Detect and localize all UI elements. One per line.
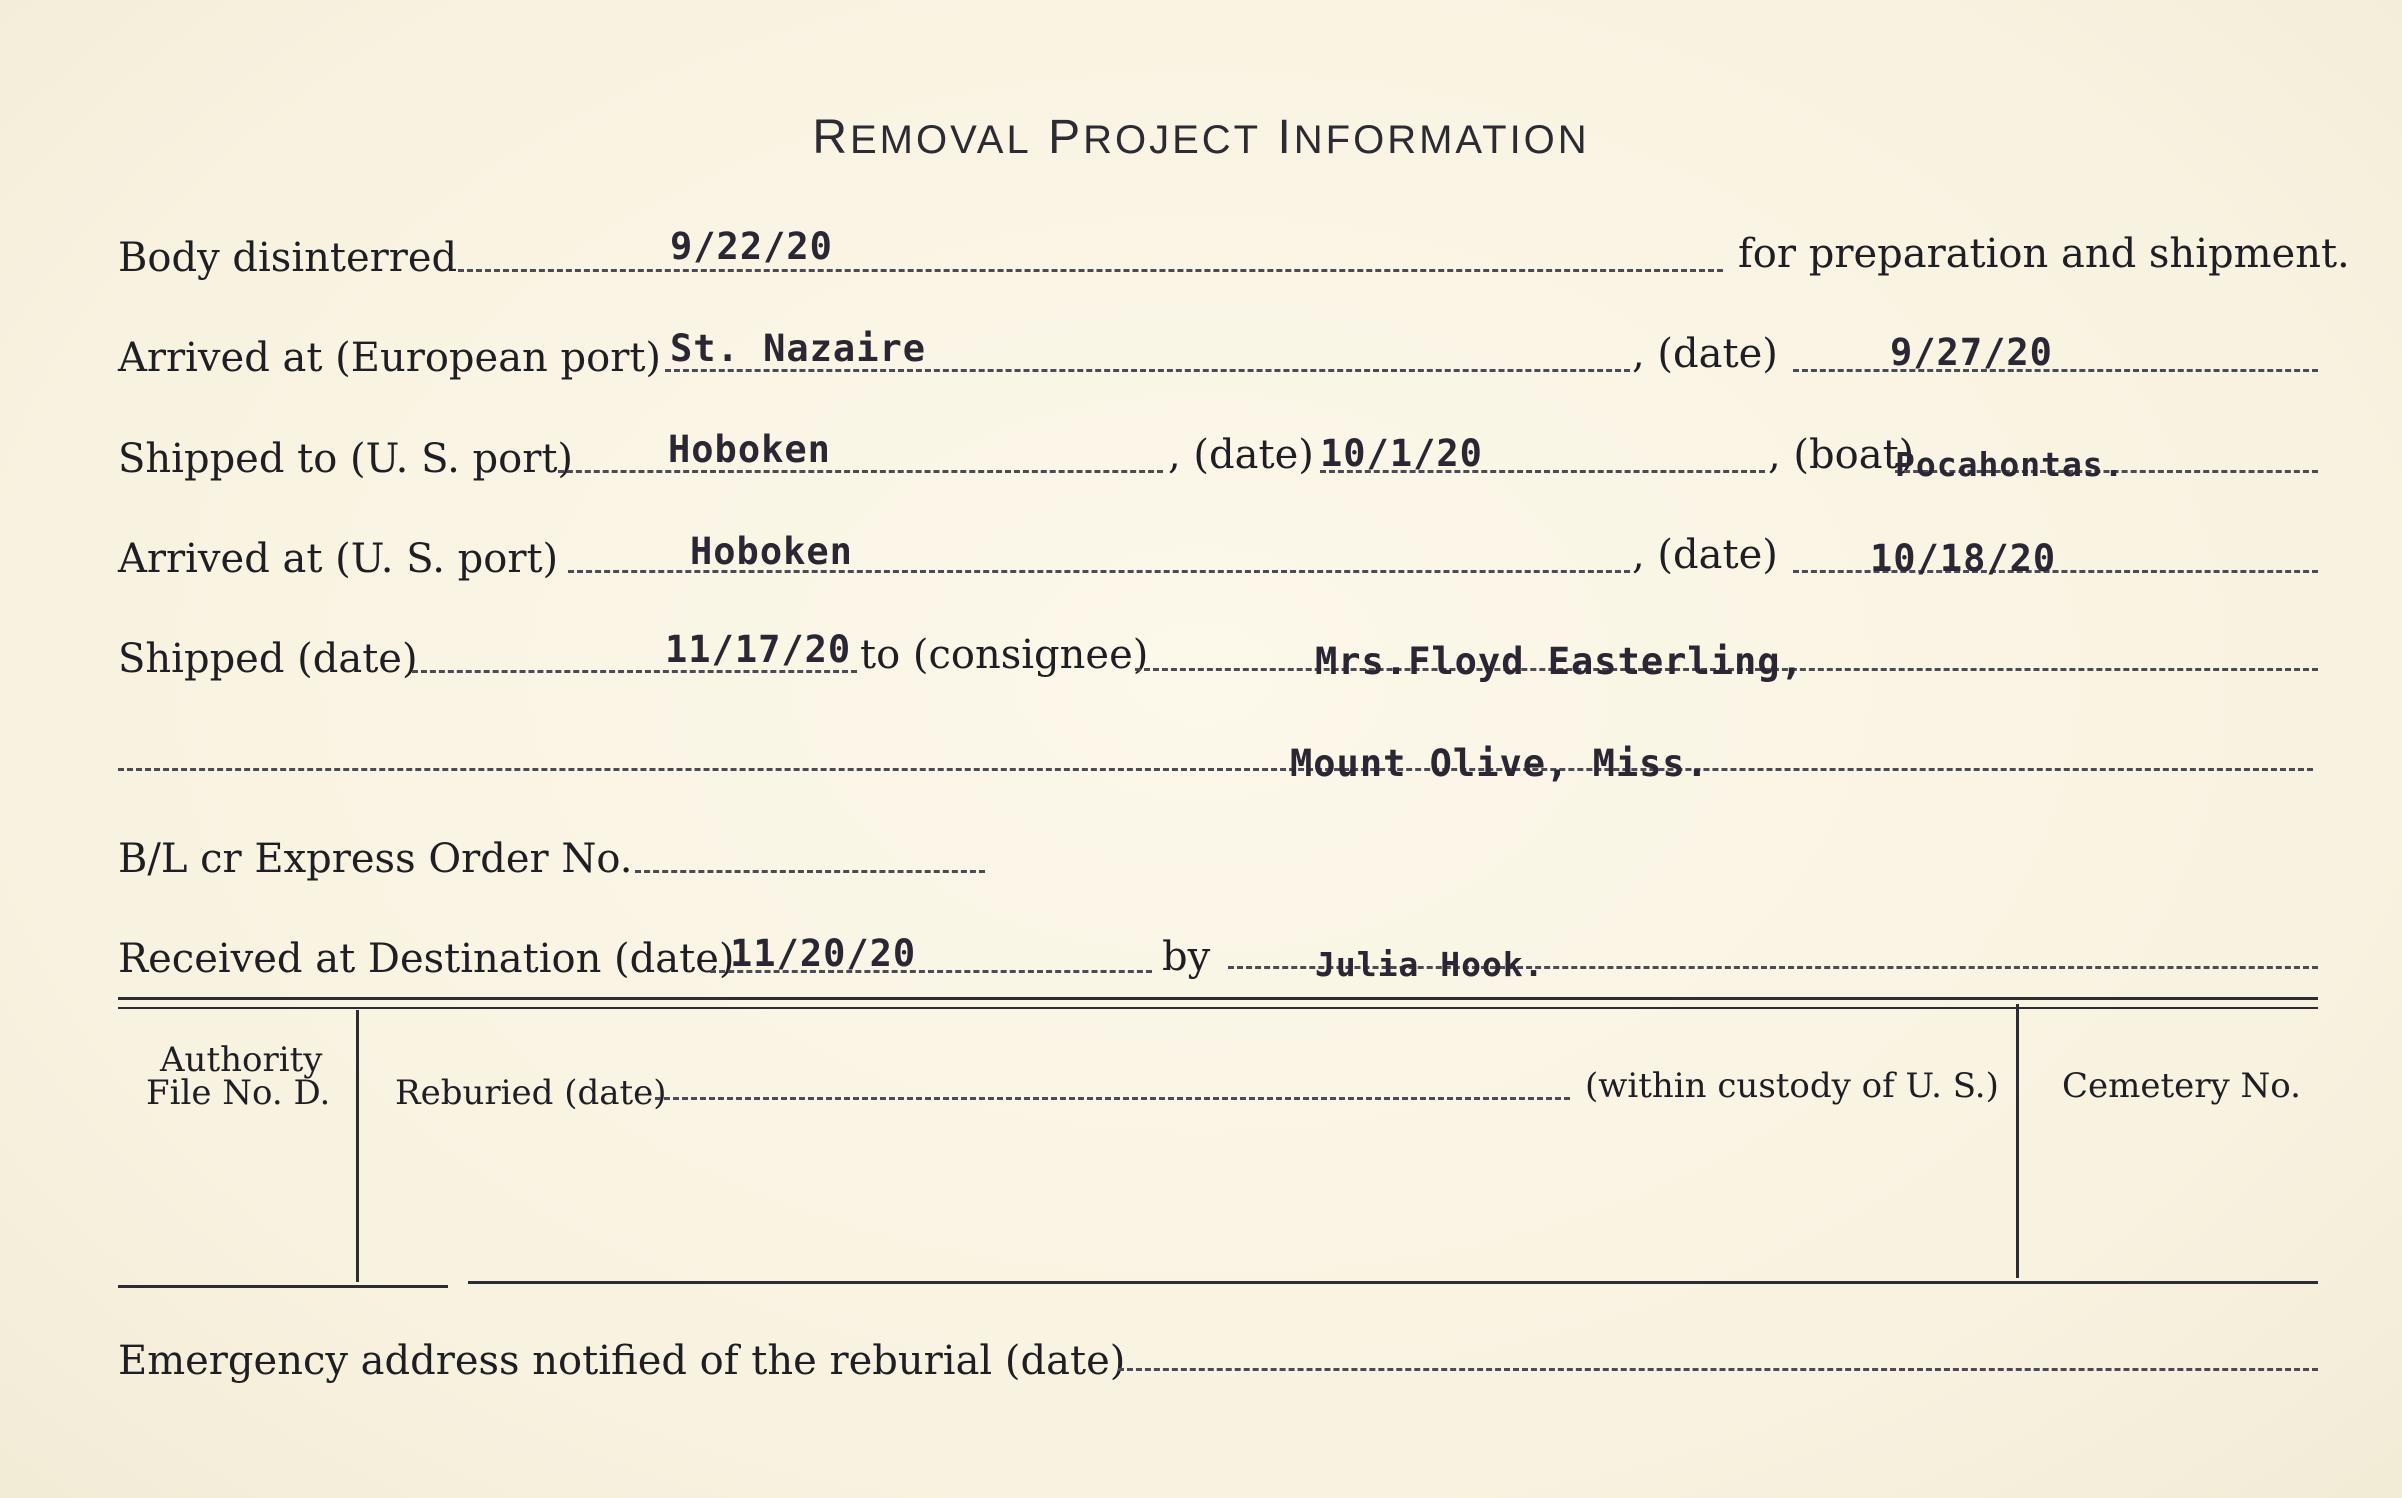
received-label: Received at Destination (date): [118, 936, 735, 982]
shipped-us-date: 10/1/20: [1320, 432, 1483, 475]
table-bottom-rule-left: [118, 1285, 448, 1288]
table-divider-left: [356, 1010, 359, 1282]
arrived-european-date-label: , (date): [1632, 331, 1778, 377]
table-top-rule-inner: [118, 1007, 2318, 1009]
arrived-european-label: Arrived at (European port): [118, 335, 662, 381]
body-disinterred-suffix: for preparation and shipment.: [1738, 231, 2350, 277]
body-disinterred-line: [458, 269, 1723, 272]
address-line: [118, 768, 2313, 771]
reburied-line: [655, 1097, 1570, 1100]
shipped-us-boat-label: , (boat): [1768, 432, 1915, 478]
shipped-us-date-label: , (date): [1168, 432, 1314, 478]
custody-label: (within custody of U. S.): [1585, 1066, 1999, 1106]
shipped-date-label: Shipped (date): [118, 636, 418, 682]
consignee-address: Mount Olive, Miss.: [1290, 742, 1709, 785]
arrived-european-date: 9/27/20: [1890, 331, 2053, 374]
arrived-us-date-label: , (date): [1632, 532, 1778, 578]
emergency-label: Emergency address notified of the reburial (date): [118, 1338, 1126, 1384]
arrived-us-date: 10/18/20: [1870, 537, 2057, 580]
received-by: Julia Hook.: [1315, 945, 1545, 984]
arrived-european-date-line: [1793, 369, 2318, 372]
page-title: REMOVAL PROJECT INFORMATION: [812, 111, 1590, 164]
shipped-us-port: Hoboken: [668, 428, 831, 471]
arrived-us-port: Hoboken: [690, 530, 853, 573]
arrived-european-port: St. Nazaire: [670, 327, 927, 370]
authority-label-line1: Authority: [160, 1040, 323, 1080]
authority-label-line2: File No. D.: [146, 1073, 331, 1113]
received-by-label: by: [1162, 934, 1211, 980]
bl-order-label: B/L cr Express Order No.: [118, 836, 633, 882]
received-date: 11/20/20: [730, 932, 917, 975]
table-top-rule: [118, 997, 2318, 1000]
emergency-line: [1118, 1368, 2318, 1371]
cemetery-label: Cemetery No.: [2062, 1066, 2301, 1106]
consignee-label: to (consignee): [860, 632, 1149, 678]
shipped-date-value: 11/17/20: [665, 628, 852, 671]
table-bottom-rule-right: [468, 1281, 2318, 1284]
arrived-us-label: Arrived at (U. S. port): [118, 536, 559, 582]
reburied-label: Reburied (date): [395, 1073, 667, 1113]
shipped-us-boat: Pocahontas.: [1895, 445, 2125, 484]
table-divider-right: [2016, 1004, 2019, 1278]
body-disinterred-label: Body disinterred: [118, 235, 458, 281]
consignee-value: Mrs.Floyd Easterling,: [1315, 640, 1804, 683]
shipped-us-port-line: [558, 470, 1163, 473]
shipped-us-label: Shipped to (U. S. port): [118, 436, 573, 482]
bl-order-line: [635, 870, 985, 873]
body-disinterred-value: 9/22/20: [670, 225, 833, 268]
